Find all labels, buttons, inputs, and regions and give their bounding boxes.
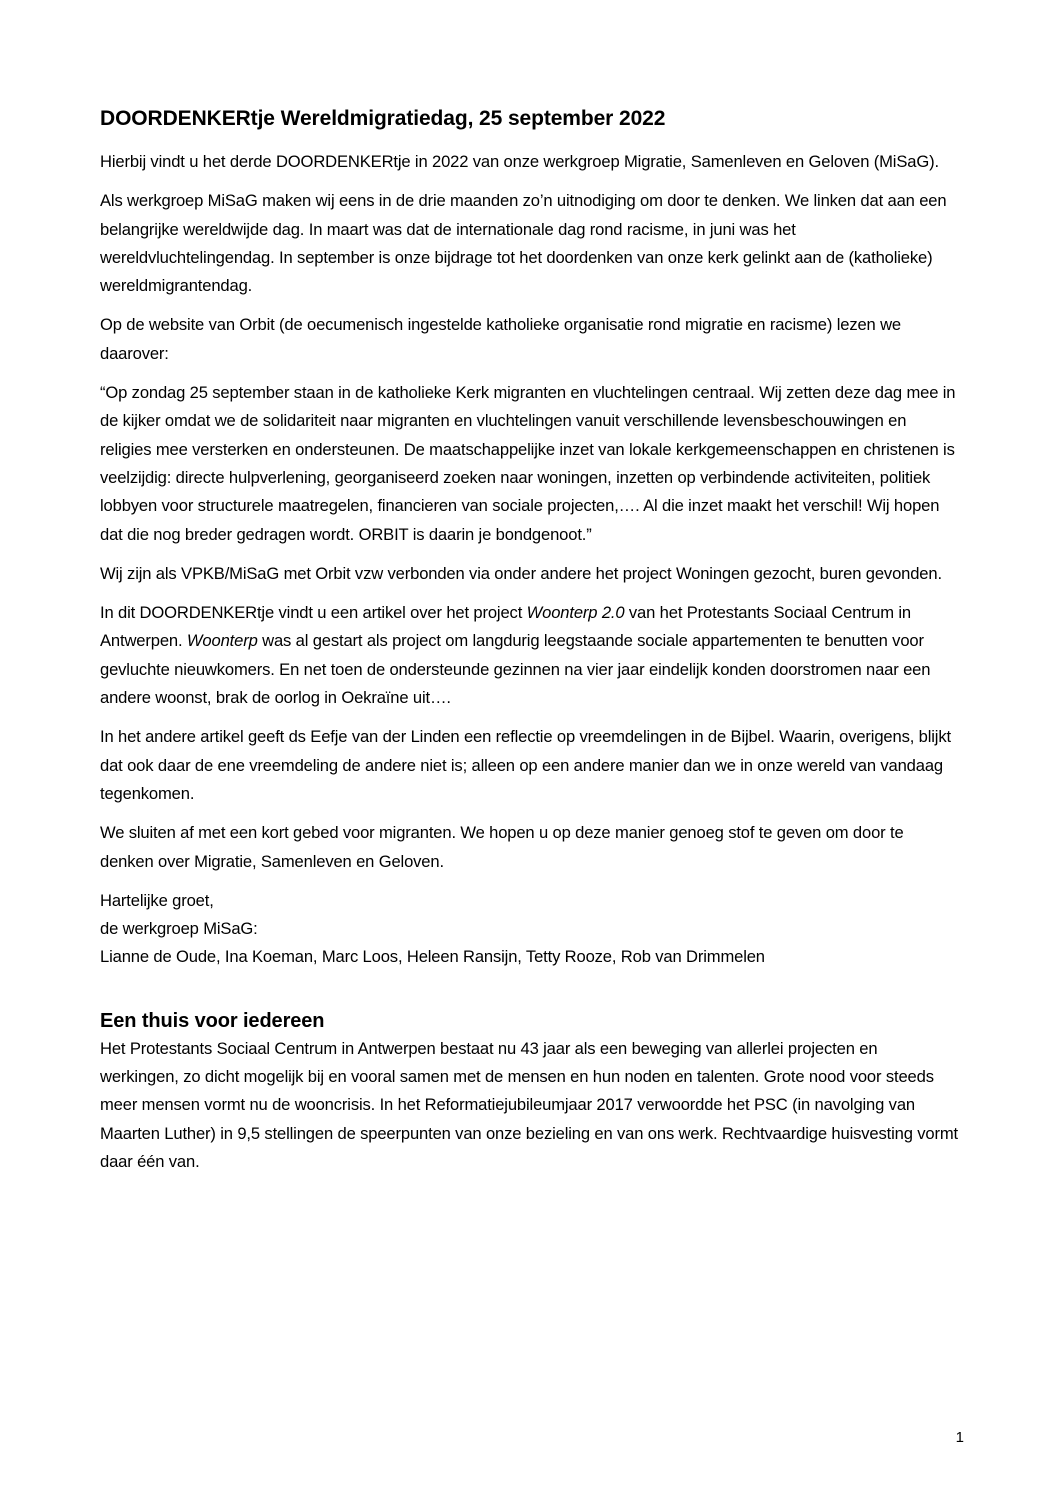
paragraph-woonterp-text-b: van het Protestants Sociaal Centrum in Antwerpen. (100, 603, 911, 651)
paragraph-woonterp-text-c: was al gestart als project om langdurig leegstaande sociale appartementen te benutten voor gevluchte nieuwkomers. En net toen de ondersteunde gezinnen na vier jaar eindelijk konden doorstromen naar een andere woonst, brak de oorlog in Oekraïne uit…. (100, 631, 931, 708)
closing-greeting: Hartelijke groet, (100, 890, 214, 910)
paragraph-intro: Hierbij vindt u het derde DOORDENKERtje in 2022 van onze werkgroep Migratie, Samenleven en Geloven (MiSaG). (100, 152, 939, 171)
paragraph-woonterp-text-a: In dit DOORDENKERtje vindt u een artikel over het project (100, 603, 527, 623)
page-number: 1 (955, 1429, 964, 1446)
paragraph-orbit-quote: “Op zondag 25 september staan in de katholieke Kerk migranten en vluchtelingen centraal. Wij zetten deze dag mee in de kijker omdat we de solidariteit naar migranten en vluchtelingen vanuit verschillende levensbeschouwingen en religies mee versterken en ondersteunen. De maatschappelijke inzet van lokale kerkgemeenschappen en christenen is veelzijdig: directe hulpverlening, georganiseerd zoeken naar woningen, inzetten op verbindende activiteiten, politiek lobbyen voor structurele maatregelen, financieren van sociale projecten,…. Al die inzet maakt het verschil! Wij hopen dat die nog breder gedragen wordt. ORBIT is daarin je bondgenoot.” (100, 383, 956, 544)
section-body: Het Protestants Sociaal Centrum in Antwerpen bestaat nu 43 jaar als een beweging van allerlei projecten en werkingen, zo dicht mogelijk bij en vooral samen met de mensen en hun noden en talenten. Grote nood voor steeds meer mensen vormt nu de wooncrisis. In het Reformatiejubileumjaar 2017 verwoordde het PSC (in navolging van Maarten Luther) in 9,5 stellingen de speerpunten van onze bezieling en van ons werk. Rechtvaardige huisvesting vormt daar één van. (100, 1038, 958, 1171)
paragraph-prayer: We sluiten af met een kort gebed voor migranten. We hopen u op deze manier genoeg stof te geven om door te denken over Migratie, Samenleven en Geloven. (100, 823, 904, 871)
section-heading: Een thuis voor iedereen (100, 1009, 325, 1032)
document-body (100, 104, 960, 1176)
woonterp-2-emphasis: Woonterp 2.0 (526, 603, 625, 623)
document-title: DOORDENKERtje Wereldmigratiedag, 25 september 2022 (100, 107, 666, 130)
closing-group: de werkgroep MiSaG: (100, 919, 258, 939)
paragraph-orbit-website: Op de website van Orbit (de oecumenisch ingestelde katholieke organisatie rond migratie en racisme) lezen we daarover: (100, 315, 902, 363)
paragraph-workgroup: Als werkgroep MiSaG maken wij eens in de drie maanden zo’n uitnodiging om door te denken. We linken dat aan een belangrijke wereldwijde dag. In maart was dat de internationale dag rond racisme, in juni was het wereldvluchtelingendag. In september is onze bijdrage tot het doordenken van onze kerk gelinkt aan de (katholieke) wereldmigrantendag. (100, 191, 947, 296)
closing-members: Lianne de Oude, Ina Koeman, Marc Loos, Heleen Ransijn, Tetty Rooze, Rob van Drimmelen (100, 947, 765, 967)
woonterp-emphasis: Woonterp (186, 631, 258, 651)
paragraph-woonterp (100, 599, 960, 712)
paragraph-reflection: In het andere artikel geeft ds Eefje van der Linden een reflectie op vreemdelingen in de Bijbel. Waarin, overigens, blijkt dat ook daar de ene vreemdeling de andere niet is; alleen op een andere manier dan we in onze wereld van vandaag tegenkomen. (100, 727, 951, 803)
paragraph-vpkb-orbit: Wij zijn als VPKB/MiSaG met Orbit vzw verbonden via onder andere het project Woningen gezocht, buren gevonden. (100, 563, 942, 583)
